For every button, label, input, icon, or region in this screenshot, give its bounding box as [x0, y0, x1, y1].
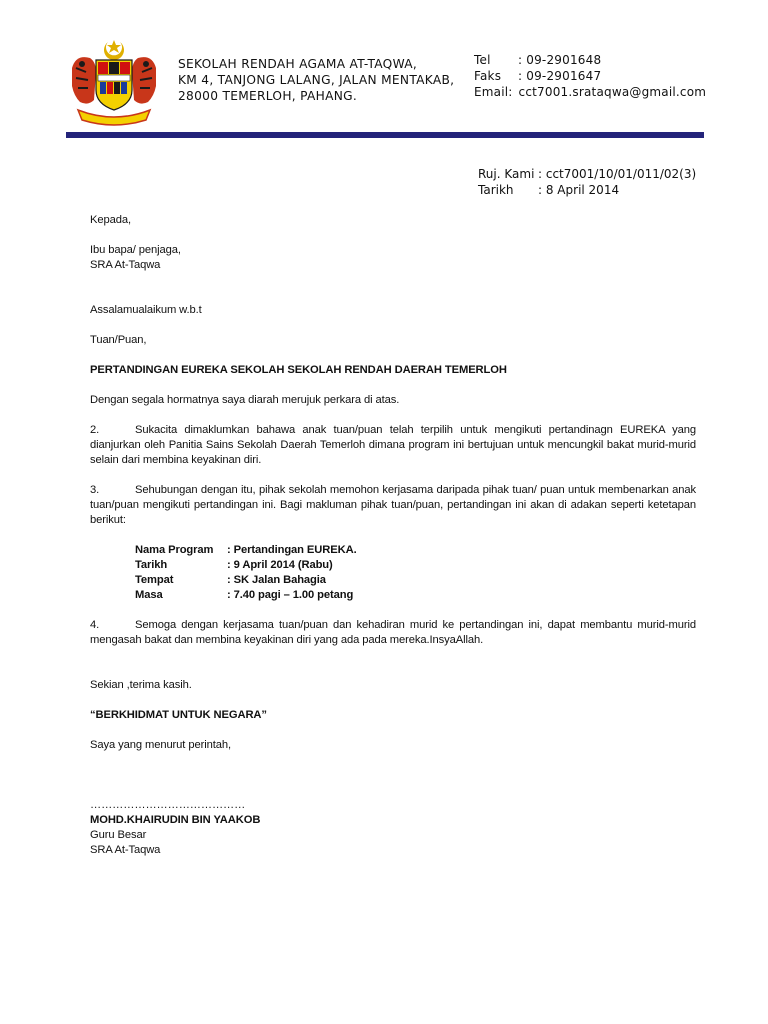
fax-label: Faks — [474, 69, 502, 83]
detail-row — [135, 558, 696, 573]
paragraph-2 — [90, 423, 696, 468]
detail-label: Tempat — [135, 574, 174, 586]
detail-value: : SK Jalan Bahagia — [227, 574, 326, 586]
paragraph-4 — [90, 618, 696, 648]
contact-block — [474, 52, 706, 100]
recipient-school: SRA At-Taqwa — [90, 259, 161, 271]
paragraph-3-text: Sehubungan dengan itu, pihak sekolah memohon kerjasama daripada pihak tuan/ puan untuk membenarkan anak tuan/puan mengikuti pertandingan ini. Bagi makluman pihak tuan/puan, pertandingan ini akan di adakan seperti ketetapan berikut: — [90, 484, 696, 526]
paragraph-4-text: Semoga dengan kerjasama tuan/puan dan kehadiran murid ke pertandingan ini, dapat membantu murid-murid mengasah bakat dan membina keyakinan diri yang ada pada mereka.InsyaAllah. — [90, 619, 696, 646]
school-postcode-line: 28000 TEMERLOH, PAHANG. — [178, 89, 358, 103]
motto: “BERKHIDMAT UNTUK NEGARA” — [90, 709, 267, 721]
reference-block — [478, 166, 696, 198]
school-name: SEKOLAH RENDAH AGAMA AT-TAQWA, — [178, 57, 418, 71]
detail-row — [135, 573, 696, 588]
ref-value: : cct7001/10/01/011/02(3) — [538, 167, 697, 181]
letter-body — [90, 213, 696, 858]
detail-label: Tarikh — [135, 559, 168, 571]
detail-row — [135, 588, 696, 603]
detail-value: : 7.40 pagi – 1.00 petang — [227, 589, 354, 601]
email-value: cct7001.srataqwa@gmail.com — [518, 85, 707, 99]
event-details — [135, 543, 696, 603]
intro-paragraph: Dengan segala hormatnya saya diarah merujuk perkara di atas. — [90, 394, 400, 406]
addressee-line: Kepada, — [90, 214, 131, 226]
ref-label: Ruj. Kami — [478, 167, 535, 181]
date-label: Tarikh — [478, 183, 514, 197]
signer-title: Guru Besar — [90, 829, 147, 841]
signature-dots: …………………………………… — [90, 799, 246, 811]
recipient-line: Ibu bapa/ penjaga, — [90, 244, 181, 256]
detail-value: : 9 April 2014 (Rabu) — [227, 559, 333, 571]
school-address-line: KM 4, TANJONG LALANG, JALAN MENTAKAB, — [178, 73, 455, 87]
paragraph-2-text: Sukacita dimaklumkan bahawa anak tuan/puan telah terpilih untuk mengikuti pertandinagn EUREKA yang dianjurkan oleh Panitia Sains Sekolah Daerah Temerloh dimana program ini bertujuan untuk mencungkil bakat murid-murid selain dari membina keyakinan diri. — [90, 424, 696, 466]
coat-of-arms-logo — [64, 38, 164, 126]
email-label: Email: — [474, 85, 513, 99]
fax-value: : 09-2901647 — [518, 69, 602, 83]
letter-subject: PERTANDINGAN EUREKA SEKOLAH SEKOLAH RENDAH DAERAH TEMERLOH — [90, 364, 507, 376]
detail-label: Nama Program — [135, 544, 214, 556]
signer-name: MOHD.KHAIRUDIN BIN YAAKOB — [90, 814, 261, 826]
salutation: Tuan/Puan, — [90, 334, 147, 346]
date-value: : 8 April 2014 — [538, 183, 620, 197]
paragraph-3 — [90, 483, 696, 528]
tel-label: Tel — [474, 53, 491, 67]
header-divider — [66, 132, 704, 138]
detail-value: : Pertandingan EUREKA. — [227, 544, 357, 556]
sign-off: Saya yang menurut perintah, — [90, 739, 231, 751]
tel-value: : 09-2901648 — [518, 53, 602, 67]
greeting: Assalamualaikum w.b.t — [90, 304, 202, 316]
detail-label: Masa — [135, 589, 163, 601]
paragraph-2-number: 2. — [90, 424, 100, 436]
detail-row — [135, 543, 696, 558]
paragraph-4-number: 4. — [90, 619, 100, 631]
closing-line: Sekian ,terima kasih. — [90, 679, 192, 691]
signer-org: SRA At-Taqwa — [90, 844, 161, 856]
paragraph-3-number: 3. — [90, 484, 100, 496]
school-address — [178, 56, 454, 104]
